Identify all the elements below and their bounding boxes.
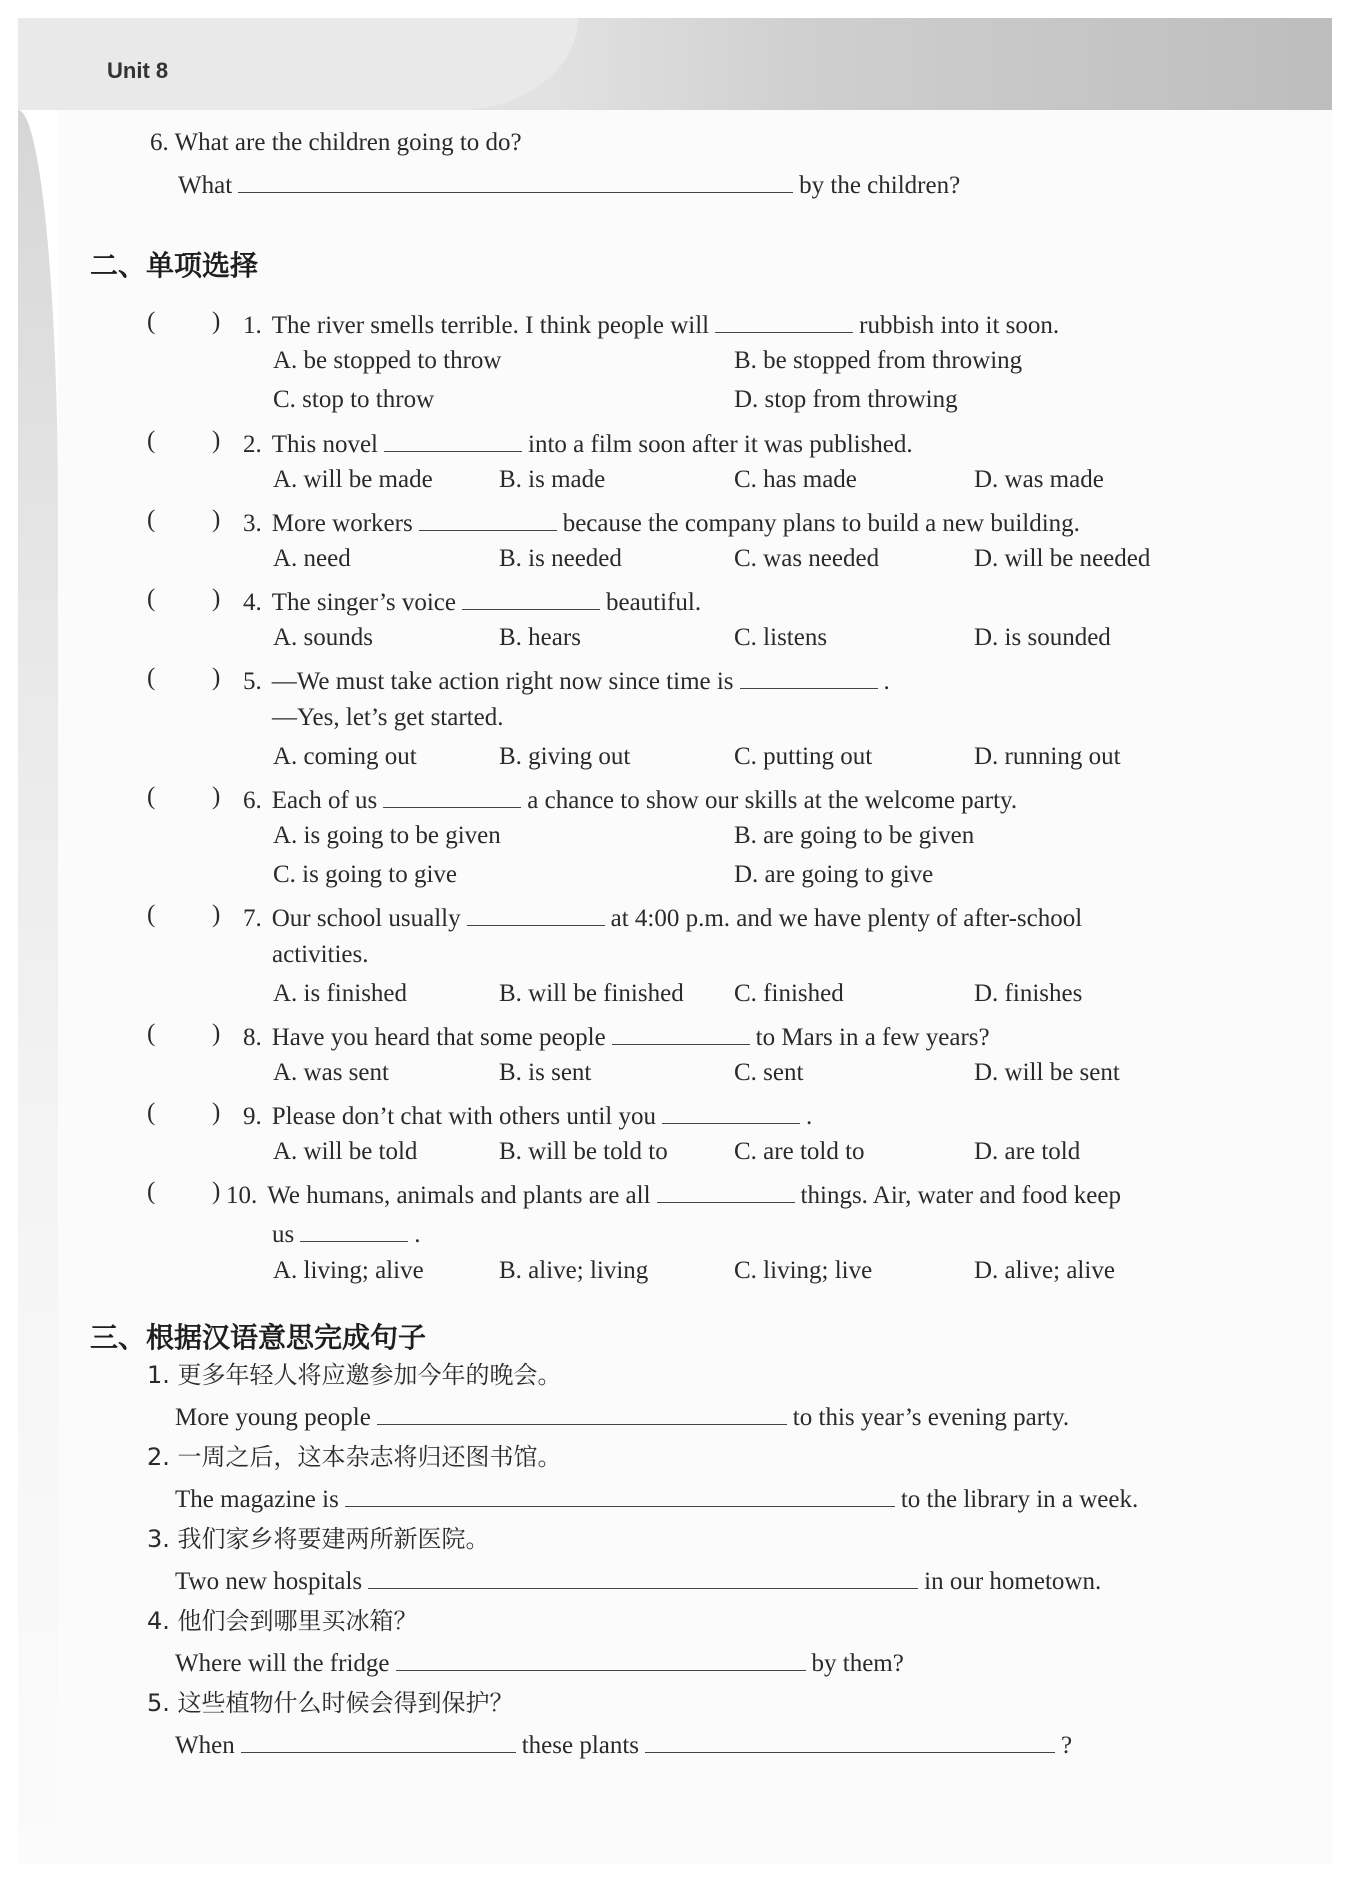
option-a[interactable]: A. coming out [273,743,417,770]
section-3-title: 三、根据汉语意思完成句子 [90,1321,427,1354]
answer-slot[interactable] [163,427,209,457]
option-b[interactable]: B. hears [499,624,581,651]
option-d[interactable]: D. alive; alive [974,1257,1115,1284]
prev-q6-question: 6. What are the children going to do? [150,129,522,156]
translation-4-chinese: 4. 他们会到哪里买冰箱？ [147,1607,418,1635]
option-b[interactable]: B. is made [499,466,606,493]
question-number: 5. [243,668,262,695]
option-a[interactable]: A. will be told [273,1138,418,1165]
prev-q6-suffix: by the children? [799,172,961,199]
translation-1-chinese: 1. 更多年轻人将应邀参加今年的晚会。 [147,1361,562,1389]
answer-slot[interactable] [163,1178,209,1208]
option-d[interactable]: D. are told [974,1138,1081,1165]
option-b[interactable]: B. is sent [499,1059,592,1086]
option-d[interactable]: D. are going to give [734,861,934,888]
answer-blank[interactable] [645,1728,1055,1753]
sentence-prefix: More young people [175,1404,371,1431]
question-6-stem [243,783,1017,816]
sentence-prefix: Where will the fridge [175,1650,390,1677]
sentence-suffix: ? [1061,1732,1073,1759]
question-text-after: . [414,1221,421,1248]
translation-3-chinese: 3. 我们家乡将要建两所新医院。 [147,1525,490,1553]
answer-paren-close: ) [212,664,221,691]
answer-slot[interactable] [163,664,209,694]
option-d[interactable]: D. will be sent [974,1059,1120,1086]
answer-blank[interactable] [368,1564,918,1589]
option-b[interactable]: B. be stopped from throwing [734,347,1023,374]
sentence-suffix: to the library in a week. [900,1486,1139,1513]
option-a[interactable]: A. was sent [273,1059,389,1086]
question-text-before: Have you heard that some people [271,1024,606,1051]
answer-blank[interactable] [345,1482,895,1507]
question-number: 10. [226,1182,258,1209]
answer-paren-open: ( [147,783,156,810]
question-3-stem [243,506,1080,539]
sentence-suffix: to this year’s evening party. [792,1404,1070,1431]
option-c[interactable]: C. finished [734,980,844,1007]
option-d[interactable]: D. is sounded [974,624,1111,651]
option-a[interactable]: A. will be made [273,466,433,493]
answer-slot[interactable] [163,506,209,536]
question-text-after: . [805,1103,813,1130]
option-c[interactable]: C. is going to give [273,861,458,888]
answer-blank[interactable] [419,506,557,531]
question-number: 4. [243,589,262,616]
option-c[interactable]: C. sent [734,1059,804,1086]
question-number: 2. [243,431,262,458]
question-text-before: The river smells terrible. I think people will [271,312,710,339]
option-a[interactable]: A. living; alive [273,1257,424,1284]
option-c[interactable]: C. living; live [734,1257,873,1284]
question-10-continuation [272,1217,420,1250]
translation-2-chinese: 2. 一周之后，这本杂志将归还图书馆。 [147,1443,562,1471]
header-band [18,18,1332,110]
answer-paren-close: ) [212,585,221,612]
translation-1-english [175,1400,1069,1433]
answer-paren-close: ) [212,308,221,335]
option-a[interactable]: A. sounds [273,624,374,651]
option-c[interactable]: C. listens [734,624,828,651]
sentence-middle: these plants [521,1732,640,1759]
translation-5-english [175,1728,1072,1761]
question-text-before: Please don’t chat with others until you [271,1103,656,1130]
question-text-after: things. Air, water and food keep [800,1182,1121,1209]
question-text-before: Our school usually [271,905,461,932]
answer-slot[interactable] [163,308,209,338]
question-4-stem [243,585,701,618]
answer-slot[interactable] [163,1020,209,1050]
question-number: 1. [243,312,262,339]
section-2-title: 二、单项选择 [90,249,259,282]
answer-blank[interactable] [462,585,600,610]
option-d[interactable]: D. was made [974,466,1104,493]
sentence-prefix: The magazine is [175,1486,339,1513]
question-text-before: More workers [271,510,413,537]
answer-blank[interactable] [384,427,522,452]
option-b[interactable]: B. giving out [499,743,631,770]
question-text-before: us [272,1221,295,1248]
answer-blank[interactable] [657,1178,795,1203]
answer-slot[interactable] [163,585,209,615]
question-7-stem [243,901,1082,934]
option-b[interactable]: B. is needed [499,545,622,572]
question-text-after: beautiful. [605,589,702,616]
answer-paren-open: ( [147,308,156,335]
answer-paren-open: ( [147,506,156,533]
answer-paren-close: ) [212,1099,221,1126]
question-text-after: a chance to show our skills at the welcome party. [527,787,1018,814]
question-text-after: into a film soon after it was published. [528,431,913,458]
answer-slot[interactable] [163,783,209,813]
question-text-before: Each of us [271,787,378,814]
question-1-stem [243,308,1059,341]
answer-blank[interactable] [467,901,605,926]
answer-blank[interactable] [377,1400,787,1425]
option-a[interactable]: A. be stopped to throw [273,347,502,374]
option-c[interactable]: C. has made [734,466,857,493]
option-b[interactable]: B. will be finished [499,980,684,1007]
option-b[interactable]: B. will be told to [499,1138,668,1165]
answer-blank[interactable] [396,1646,806,1671]
question-7-continuation: activities. [272,941,369,968]
answer-blank[interactable] [740,664,878,689]
question-text-after: to Mars in a few years? [755,1024,990,1051]
worksheet-body [58,110,1332,1864]
answer-paren-close: ) [212,783,221,810]
option-d[interactable]: D. finishes [974,980,1083,1007]
unit-label: Unit 8 [107,58,169,83]
translation-5-chinese: 5. 这些植物什么时候会得到保护？ [147,1689,514,1717]
answer-paren-open: ( [147,1020,156,1047]
answer-paren-open: ( [147,585,156,612]
question-text-before: This novel [271,431,378,458]
question-number: 6. [243,787,262,814]
translation-4-english [175,1646,904,1679]
prev-q6-answer-line [178,168,960,201]
answer-paren-close: ) [212,1020,221,1047]
question-2-stem [243,427,913,460]
answer-blank[interactable] [383,783,521,808]
option-b[interactable]: B. alive; living [499,1257,649,1284]
page-edge-decoration [18,110,58,1864]
answer-paren-close: ) [212,1178,221,1205]
option-a[interactable]: A. need [273,545,351,572]
translation-2-english [175,1482,1138,1515]
option-b[interactable]: B. are going to be given [734,822,975,849]
translation-3-english [175,1564,1101,1597]
option-c[interactable]: C. was needed [734,545,880,572]
question-9-stem [243,1099,812,1132]
question-text-before: The singer’s voice [271,589,456,616]
prev-q6-prefix: What [178,172,233,199]
question-8-stem [243,1020,990,1053]
answer-slot[interactable] [163,1099,209,1129]
answer-slot[interactable] [163,901,209,931]
option-a[interactable]: A. is finished [273,980,408,1007]
question-5-stem [243,664,890,697]
answer-paren-open: ( [147,664,156,691]
option-d[interactable]: D. running out [974,743,1121,770]
question-text-before: —We must take action right now since time is [271,668,734,695]
question-number: 3. [243,510,262,537]
question-text-before: We humans, animals and plants are all [267,1182,651,1209]
option-c[interactable]: C. stop to throw [273,386,435,413]
answer-blank[interactable] [715,308,853,333]
answer-paren-open: ( [147,901,156,928]
answer-blank[interactable] [238,168,793,193]
question-number: 7. [243,905,262,932]
sentence-prefix: When [175,1732,235,1759]
question-5-continuation: —Yes, let’s get started. [272,704,504,731]
answer-paren-close: ) [212,901,221,928]
question-text-after: . [883,668,890,695]
answer-blank[interactable] [662,1099,800,1124]
option-c[interactable]: C. are told to [734,1138,865,1165]
option-a[interactable]: A. is going to be given [273,822,501,849]
question-number: 8. [243,1024,262,1051]
answer-blank[interactable] [300,1217,408,1242]
question-text-after: because the company plans to build a new building. [562,510,1080,537]
sentence-suffix: in our hometown. [924,1568,1102,1595]
question-text-after: rubbish into it soon. [859,312,1060,339]
answer-paren-close: ) [212,506,221,533]
sentence-suffix: by them? [811,1650,904,1677]
question-10-stem [226,1178,1121,1211]
option-d[interactable]: D. will be needed [974,545,1151,572]
answer-blank[interactable] [241,1728,516,1753]
answer-paren-open: ( [147,1178,156,1205]
question-text-after: at 4:00 p.m. and we have plenty of after-school [610,905,1083,932]
answer-paren-open: ( [147,427,156,454]
option-c[interactable]: C. putting out [734,743,873,770]
sentence-prefix: Two new hospitals [175,1568,363,1595]
option-d[interactable]: D. stop from throwing [734,386,958,413]
answer-paren-close: ) [212,427,221,454]
answer-blank[interactable] [612,1020,750,1045]
question-number: 9. [243,1103,262,1130]
answer-paren-open: ( [147,1099,156,1126]
